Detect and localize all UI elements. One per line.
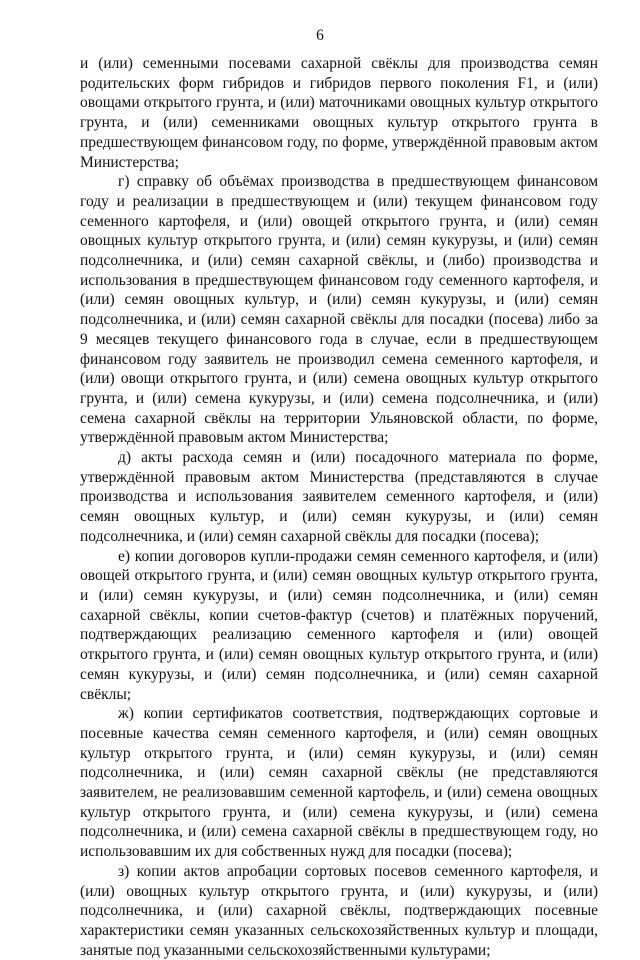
document-body xyxy=(80,54,598,960)
paragraph-z: з) копии актов апробации сортовых посевов семенного картофеля, и (или) овощных культур открытого грунта, и (или) кукурузы, и (или) подсолнечника, и (или) сахарной свёклы, подтверждающих посевные характеристики семян указанных сельскохозяйственных культур и площади, занятые под указанными сельскохозяйственными культурами; xyxy=(80,862,598,959)
paragraph-continuation: и (или) семенными посевами сахарной свёклы для производства семян родительских форм гибридов и гибридов первого поколения F1, и (или) овощами открытого грунта, и (или) маточниками овощных культур открытого грунта, и (или) семенниками овощных культур открытого грунта в предшествующем финансовом году, по форме, утверждённой правовым актом Министерства; xyxy=(80,55,598,171)
page-number: 6 xyxy=(316,27,324,44)
paragraph-zh: ж) копии сертификатов соответствия, подтверждающих сортовые и посевные качества семян семенного картофеля, и (или) семян овощных культур открытого грунта, и (или) семян кукурузы, и (или) семян подсолнечника, и (или) семян сахарной свёклы (не представляются заявителем, не реализовавшим семенной картофель, и (или) семена овощных культур открытого грунта, и (или) семена кукурузы, и (или) семена подсолнечника, и (или) семена сахарной свёклы в предшествующем году, но использовавшим их для собственных нужд для посадки (посева); xyxy=(80,705,598,861)
paragraph-d: д) акты расхода семян и (или) посадочного материала по форме, утверждённой правовым актом Министерства (представляются в случае производства и использования заявителем семенного картофеля, и (или) семян овощных культур, и (или) семян кукурузы, и (или) семян подсолнечника, и (или) семян сахарной свёклы для посадки (посева); xyxy=(80,449,598,545)
paragraph-e: е) копии договоров купли-продажи семян семенного картофеля, и (или) овощей открытого грунта, и (или) семян овощных культур открытого грунта, и (или) семян кукурузы, и (или) семян подсолнечника, и (или) семян сахарной свёклы, копии счетов-фактур (счетов) и платёжных поручений, подтверждающих реализацию семенного картофеля и (или) овощей открытого грунта, и (или) семян овощных культур открытого грунта, и (или) семян кукурузы, и (или) семян подсолнечника, и (или) семян сахарной свёклы; xyxy=(80,547,598,703)
paragraph-g: г) справку об объёмах производства в предшествующем финансовом году и реализации в предшествующем и (или) текущем финансовом году семенного картофеля, и (или) овощей открытого грунта, и (или) семян овощных культур открытого грунта, и (или) семян кукурузы, и (или) семян подсолнечника, и (или) семян сахарной свёклы, и (либо) производства и использования в предшествующем финансовом году семенного картофеля, и (или) семян овощных культур, и (или) семян кукурузы, и (или) семян подсолнечника, и (или) семян сахарной свёклы для посадки (посева) либо за 9 месяцев текущего финансового года в случае, если в предшествующем финансовом году заявитель не производил семена семенного картофеля, и (или) овощи открытого грунта, и (или) семена овощных культур открытого грунта, и (или) семена кукурузы, и (или) семена подсолнечника, и (или) семена сахарной свёклы на территории Ульяновской области, по форме, утверждённой правовым актом Министерства; xyxy=(80,173,598,447)
